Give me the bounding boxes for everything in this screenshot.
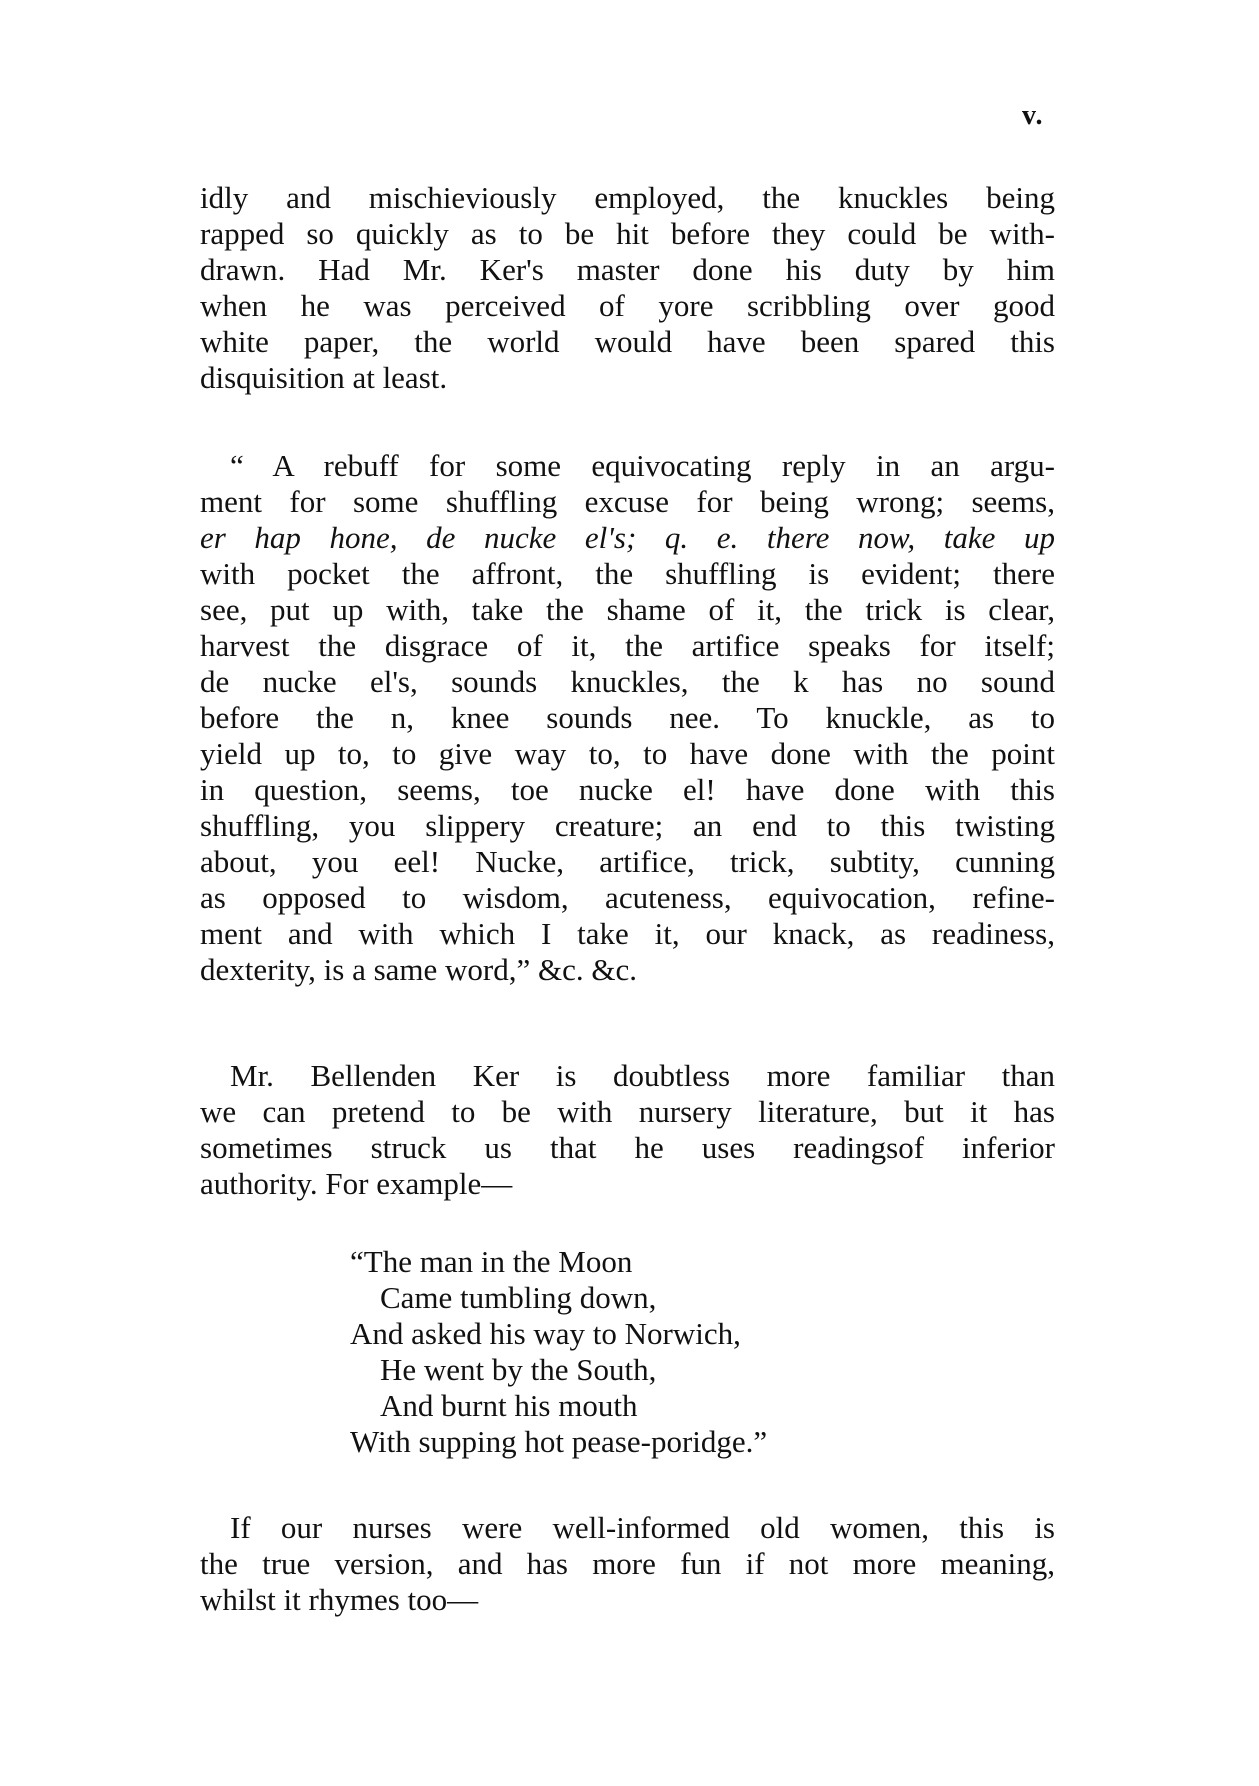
text-line: Mr. Bellenden Ker is doubtless more familiar than <box>230 1058 1055 1093</box>
text-line: ment and with which I take it, our knack, as readiness, <box>200 916 1055 951</box>
text-line: dexterity, is a same word,” &c. &c. <box>200 952 638 987</box>
text-line: er hap hone, de nucke el's; q. e. there now, take up <box>200 520 1055 555</box>
text-line: before the n, knee sounds nee. To knuckle, as to <box>200 700 1055 735</box>
page-number: v. <box>1022 100 1044 131</box>
text-line: see, put up with, take the shame of it, the trick is clear, <box>200 592 1055 627</box>
text-line: rapped so quickly as to be hit before they could be with- <box>200 216 1055 251</box>
text-line: as opposed to wisdom, acuteness, equivocation, refine- <box>200 880 1055 915</box>
text-line: whilst it rhymes too— <box>200 1582 479 1617</box>
text-line: yield up to, to give way to, to have done with the point <box>200 736 1055 771</box>
poem-line: And asked his way to Norwich, <box>350 1316 741 1351</box>
text-line: in question, seems, toe nucke el! have done with this <box>200 772 1055 807</box>
text-line: the true version, and has more fun if not more meaning, <box>200 1546 1055 1581</box>
poem-line: And burnt his mouth <box>380 1388 638 1423</box>
text-line: idly and mischieviously employed, the knuckles being <box>200 180 1055 215</box>
text-line: de nucke el's, sounds knuckles, the k has no sound <box>200 664 1055 699</box>
text-line: disquisition at least. <box>200 360 448 395</box>
text-line: If our nurses were well-informed old women, this is <box>230 1510 1055 1545</box>
text-line: when he was perceived of yore scribbling over good <box>200 288 1055 323</box>
text-line: ment for some shuffling excuse for being wrong; seems, <box>200 484 1055 519</box>
text-line: authority. For example— <box>200 1166 513 1201</box>
text-line: drawn. Had Mr. Ker's master done his duty by him <box>200 252 1055 287</box>
text-line: about, you eel! Nucke, artifice, trick, subtity, cunning <box>200 844 1055 879</box>
text-line: we can pretend to be with nursery literature, but it has <box>200 1094 1055 1129</box>
text-line: “ A rebuff for some equivocating reply in an argu- <box>230 448 1055 483</box>
text-line: sometimes struck us that he uses readingsof inferior <box>200 1130 1055 1165</box>
poem-line: “The man in the Moon <box>350 1244 633 1279</box>
poem-line: Came tumbling down, <box>380 1280 657 1315</box>
poem-line: With supping hot pease-poridge.” <box>350 1424 768 1459</box>
text-line: harvest the disgrace of it, the artifice speaks for itself; <box>200 628 1055 663</box>
text-line: shuffling, you slippery creature; an end to this twisting <box>200 808 1055 843</box>
poem-line: He went by the South, <box>380 1352 657 1387</box>
text-line: with pocket the affront, the shuffling is evident; there <box>200 556 1055 591</box>
text-line: white paper, the world would have been spared this <box>200 324 1055 359</box>
